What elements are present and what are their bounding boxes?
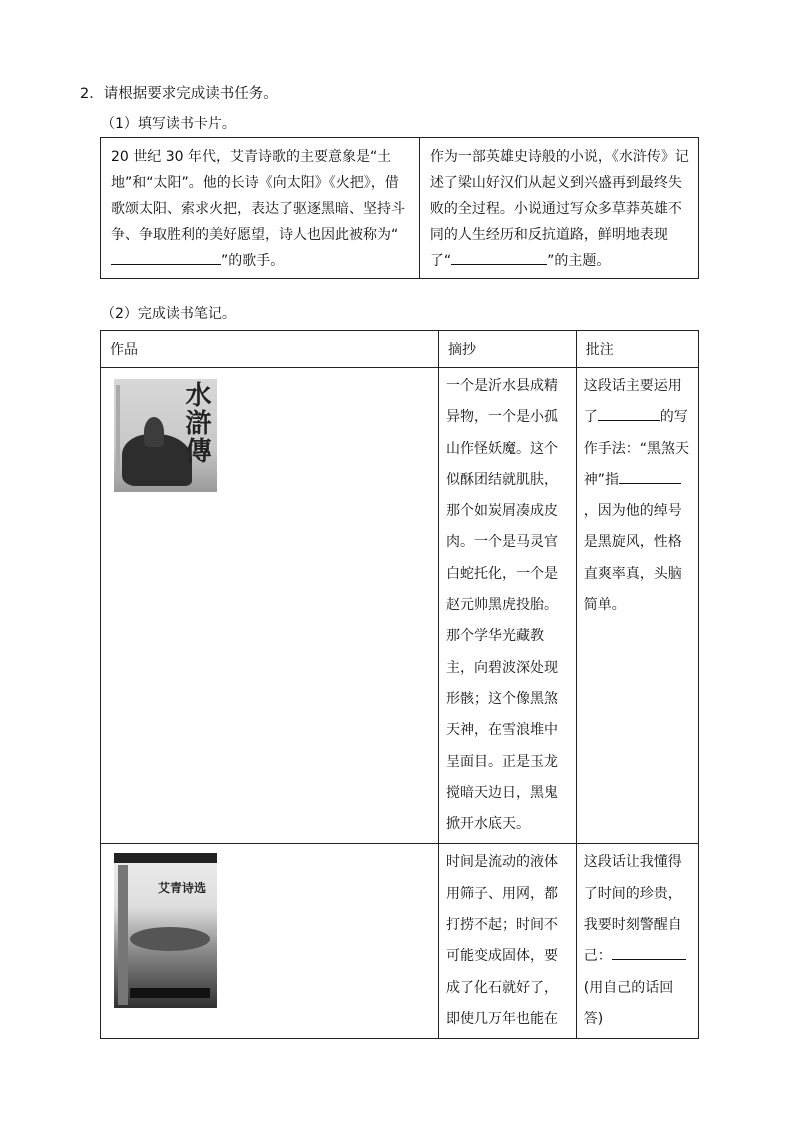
note-text-b: (用自己的话回答) bbox=[583, 979, 674, 1027]
right-card-text-end: ”的主题。 bbox=[547, 253, 611, 269]
header-excerpt: 摘抄 bbox=[438, 331, 576, 368]
header-work: 作品 bbox=[101, 331, 439, 368]
aiqing-cover-title: 艾青诗选 bbox=[158, 881, 207, 896]
note-text-b: 的写作手法：“黑煞天神”指 bbox=[583, 409, 690, 488]
right-card-text: 作为一部英雄史诗般的小说，《水浒传》记述了梁山好汉们从起义到兴盛再到最终失败的全过程。小说通过写众多草莽英雄不同的人生经历和反抗道路，鲜明地表现了“ bbox=[429, 149, 689, 269]
header-note: 批注 bbox=[576, 331, 698, 368]
note-cell-shuihu bbox=[576, 368, 698, 844]
answer-blank-character[interactable] bbox=[619, 467, 681, 484]
shuihu-cover-title: 水滸傳 bbox=[181, 381, 211, 465]
work-cell-shuihu bbox=[101, 368, 439, 844]
reading-card-table bbox=[100, 137, 699, 279]
note-text-a: 这段话主要运用了 bbox=[583, 378, 682, 426]
left-card-text-end: ”的歌手。 bbox=[221, 253, 285, 269]
answer-blank-technique[interactable] bbox=[598, 404, 660, 421]
work-cell-aiqing bbox=[101, 844, 439, 1039]
reading-card-right bbox=[419, 138, 698, 279]
part1-label: （1）填写读书卡片。 bbox=[101, 116, 236, 132]
part2-label: （2）完成读书笔记。 bbox=[101, 306, 236, 322]
answer-blank-poet-title[interactable] bbox=[111, 248, 221, 265]
aiqing-book-cover bbox=[114, 853, 217, 1008]
excerpt-cell-aiqing: 时间是流动的液体用筛子、用网，都打捞不起；时间不可能变成固体，要成了化石就好了，即使几万年也能在 bbox=[438, 844, 576, 1039]
table-row bbox=[101, 844, 699, 1039]
left-card-text: 20 世纪 30 年代，艾青诗歌的主要意象是“土地”和“太阳”。他的长诗《向太阳》《火把》，借歌颂太阳、索求火把，表达了驱逐黑暗、坚持斗争、争取胜利的美好愿望，诗人也因此被称为“ bbox=[111, 149, 405, 243]
shuihu-book-cover bbox=[114, 379, 217, 492]
question-number: 2． bbox=[80, 86, 104, 102]
excerpt-cell-shuihu: 一个是沂水县成精异物，一个是小孤山作怪妖魔。这个似酥团结就肌肤，那个如炭屑凑成皮肉。一个是马灵官白蛇托化，一个是赵元帅黑虎投胎。那个学华光藏教主，向碧波深处现形骸；这个像黑煞天神，在雪浪堆中呈面目。正是玉龙搅暗天边日，黑鬼掀开水底天。 bbox=[438, 368, 576, 844]
question-title bbox=[80, 82, 278, 103]
question-text: 请根据要求完成读书任务。 bbox=[103, 86, 278, 102]
note-cell-aiqing bbox=[576, 844, 698, 1039]
reading-card-left bbox=[101, 138, 420, 279]
answer-blank-theme[interactable] bbox=[451, 248, 547, 265]
note-text-a: 这段话让我懂得了时间的珍贵，我要时刻警醒自己： bbox=[583, 854, 682, 965]
answer-blank-reflection[interactable] bbox=[612, 943, 686, 960]
reading-notes-table bbox=[100, 330, 699, 1039]
table-row bbox=[101, 368, 699, 844]
note-text-c: ，因为他的绰号是黑旋风，性格直爽率真，头脑简单。 bbox=[583, 503, 682, 614]
